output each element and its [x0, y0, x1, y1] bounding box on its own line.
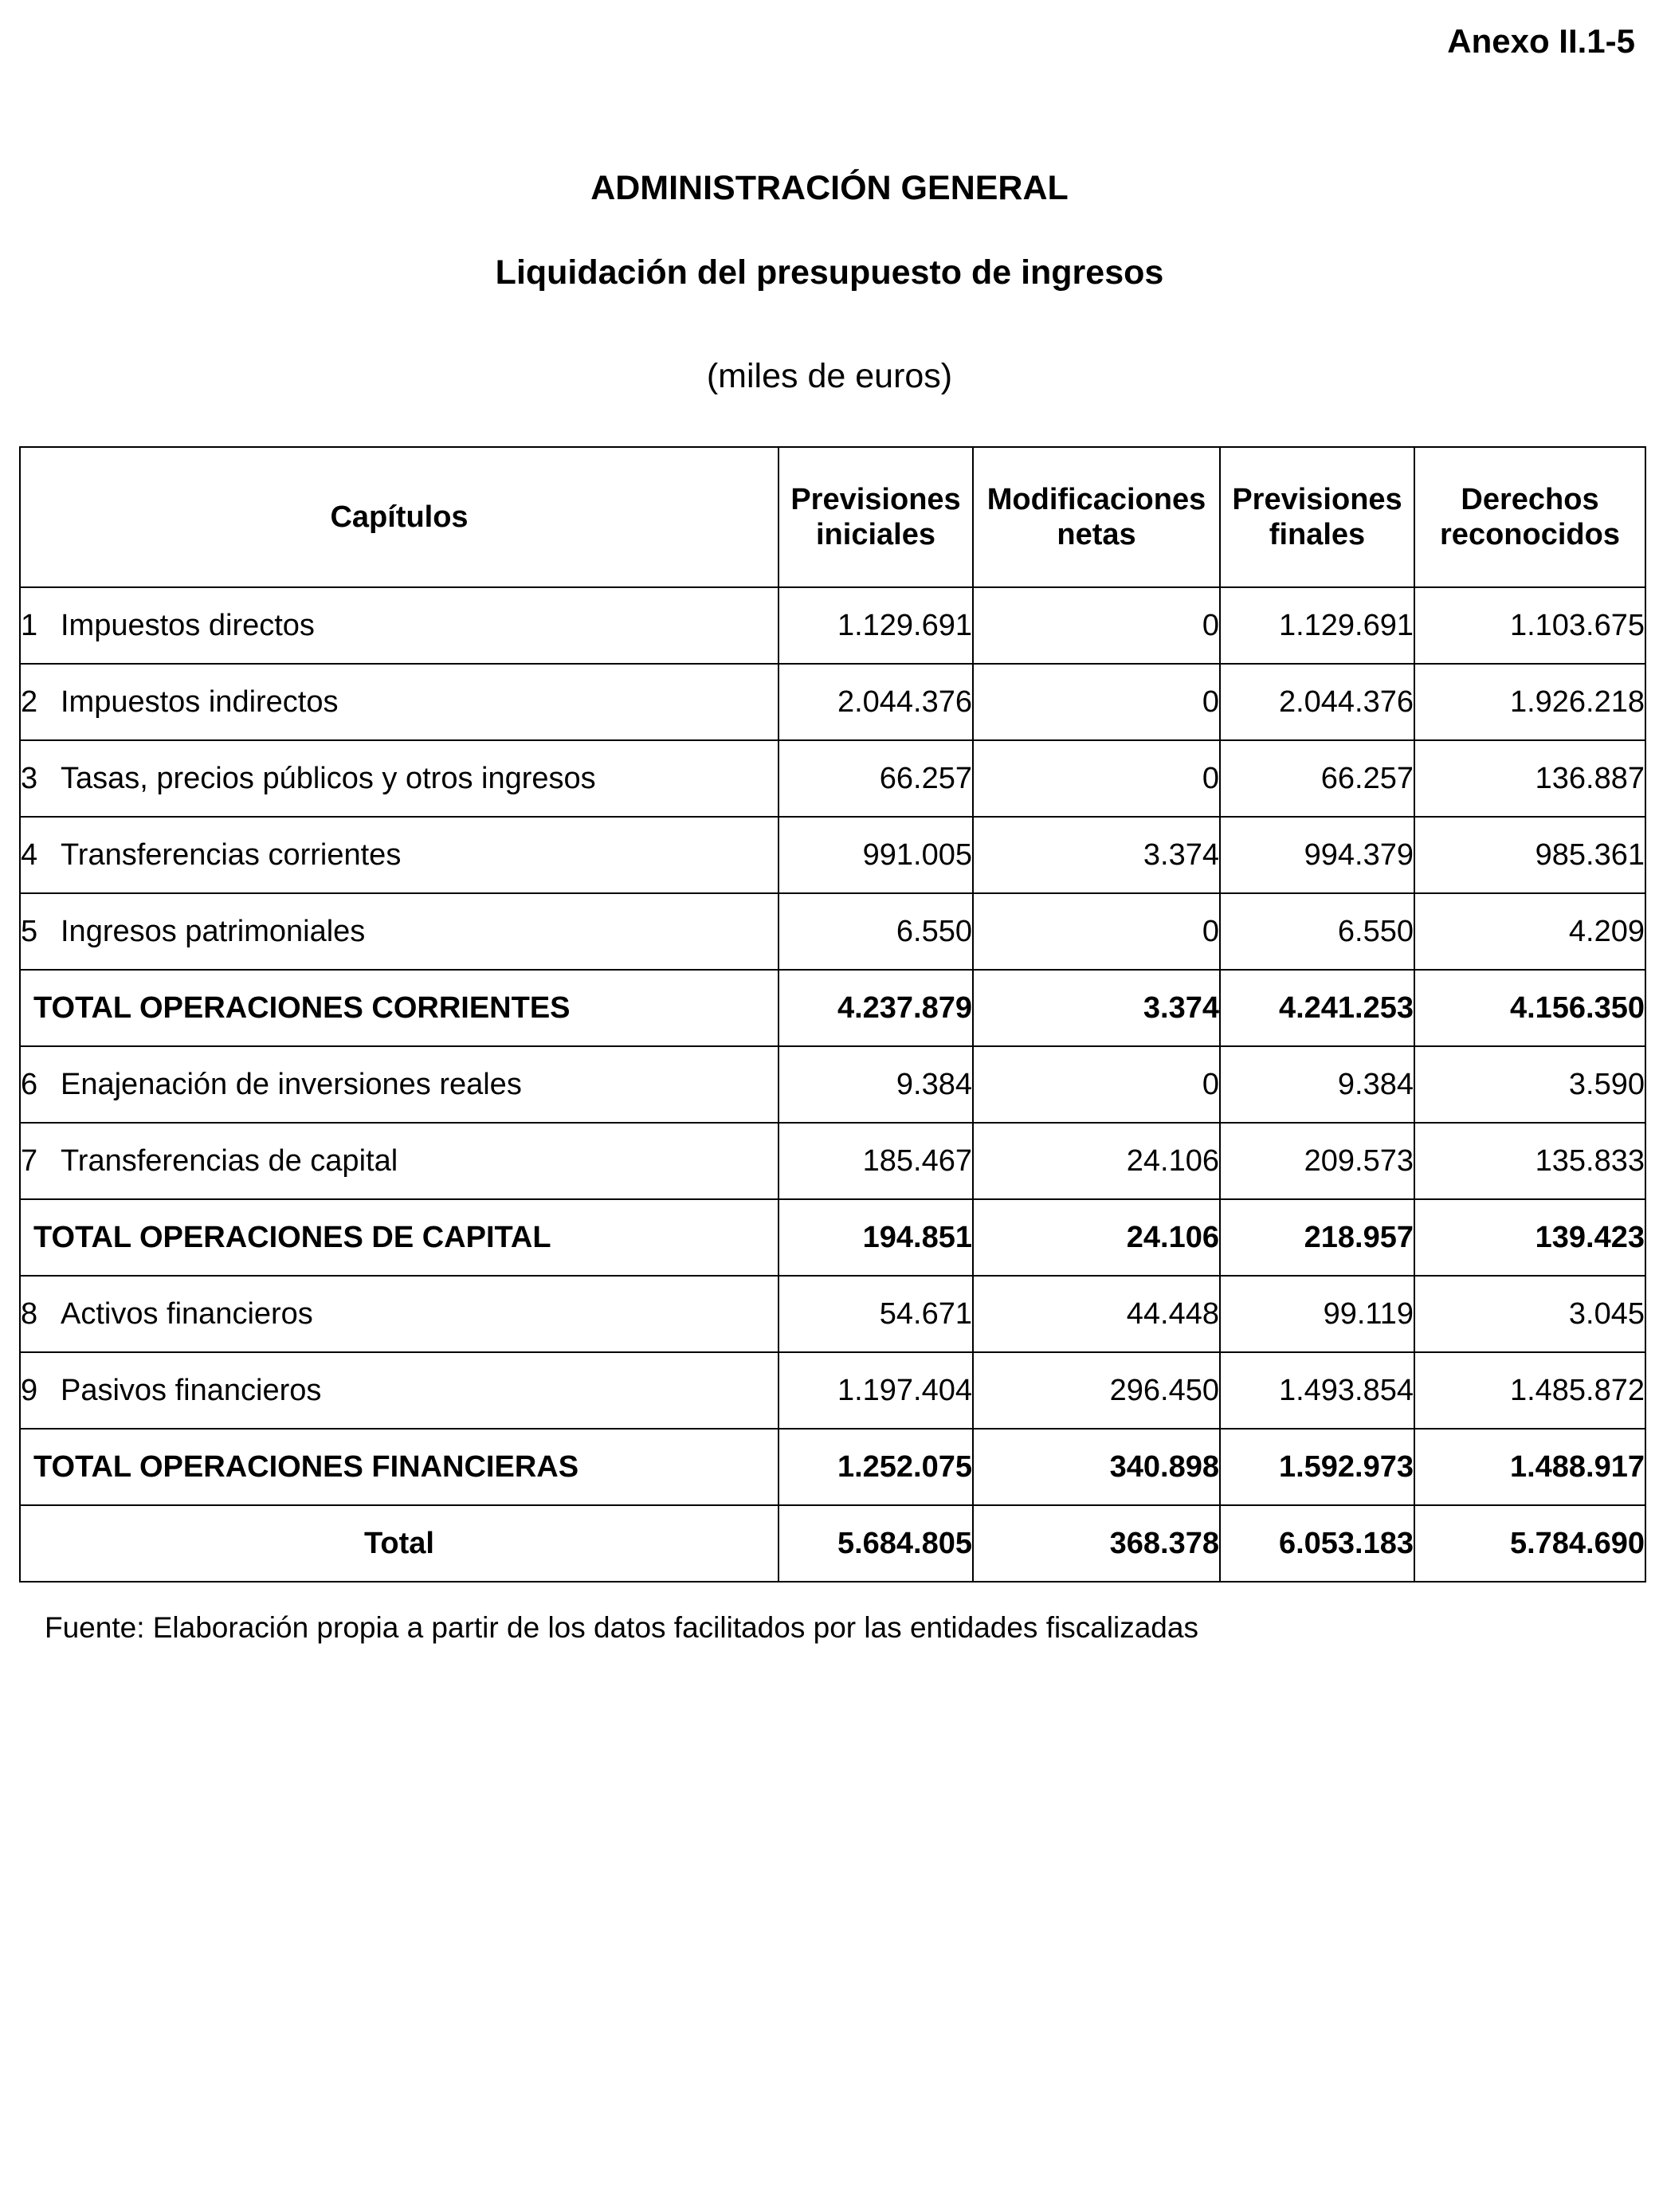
initial-forecast-value: 6.550	[779, 893, 973, 970]
final-forecast-value: 2.044.376	[1220, 664, 1414, 740]
subtotal-row-capital-operations	[20, 1199, 1645, 1276]
net-modifications-value: 0	[973, 1046, 1220, 1123]
chapter-label: Impuestos indirectos	[61, 684, 339, 719]
initial-forecast-value: 54.671	[779, 1276, 973, 1352]
final-forecast-value: 1.592.973	[1220, 1429, 1414, 1505]
chapter-cell	[20, 664, 779, 740]
table-row	[20, 893, 1645, 970]
final-forecast-value: 209.573	[1220, 1123, 1414, 1199]
chapter-cell	[20, 1352, 779, 1429]
chapter-number: 4	[21, 837, 38, 872]
chapter-number: 2	[21, 684, 38, 719]
table-row	[20, 1352, 1645, 1429]
units-note: (miles de euros)	[706, 357, 953, 395]
chapter-number: 7	[21, 1143, 38, 1178]
subtotal-row-current-operations	[20, 970, 1645, 1046]
chapter-number: 8	[21, 1296, 38, 1331]
chapter-cell	[20, 817, 779, 893]
net-modifications-value: 0	[973, 893, 1220, 970]
final-forecast-value: 6.053.183	[1220, 1505, 1414, 1582]
chapter-cell	[20, 1276, 779, 1352]
chapter-number: 9	[21, 1373, 38, 1407]
final-forecast-value: 6.550	[1220, 893, 1414, 970]
document-subtitle: Liquidación del presupuesto de ingresos	[495, 253, 1164, 292]
chapter-number: 6	[21, 1067, 38, 1101]
net-modifications-value: 3.374	[973, 817, 1220, 893]
net-modifications-value: 24.106	[973, 1199, 1220, 1276]
chapter-cell	[20, 893, 779, 970]
source-note: Fuente: Elaboración propia a partir de los datos facilitados por las entidades fiscalizadas	[45, 1611, 1198, 1644]
revenue-budget-table	[19, 446, 1646, 1583]
table-row	[20, 817, 1645, 893]
initial-forecast-value: 9.384	[779, 1046, 973, 1123]
table-row	[20, 587, 1645, 664]
chapter-number: 1	[21, 608, 38, 642]
recognized-rights-value: 4.209	[1414, 893, 1645, 970]
subtotal-label: TOTAL OPERACIONES DE CAPITAL	[20, 1199, 779, 1276]
initial-forecast-value: 5.684.805	[779, 1505, 973, 1582]
recognized-rights-value: 3.045	[1414, 1276, 1645, 1352]
final-forecast-value: 4.241.253	[1220, 970, 1414, 1046]
recognized-rights-value: 136.887	[1414, 740, 1645, 817]
recognized-rights-value: 1.103.675	[1414, 587, 1645, 664]
recognized-rights-value: 4.156.350	[1414, 970, 1645, 1046]
header-net-modifications: Modificaciones netas	[973, 447, 1220, 587]
final-forecast-value: 218.957	[1220, 1199, 1414, 1276]
initial-forecast-value: 991.005	[779, 817, 973, 893]
recognized-rights-value: 3.590	[1414, 1046, 1645, 1123]
recognized-rights-value: 985.361	[1414, 817, 1645, 893]
table-row	[20, 740, 1645, 817]
chapter-cell	[20, 1046, 779, 1123]
final-forecast-value: 9.384	[1220, 1046, 1414, 1123]
annex-label: Anexo II.1-5	[1447, 22, 1635, 60]
chapter-cell	[20, 740, 779, 817]
recognized-rights-value: 139.423	[1414, 1199, 1645, 1276]
table-row	[20, 1276, 1645, 1352]
recognized-rights-value: 1.926.218	[1414, 664, 1645, 740]
final-forecast-value: 1.129.691	[1220, 587, 1414, 664]
subtotal-row-financial-operations	[20, 1429, 1645, 1505]
initial-forecast-value: 66.257	[779, 740, 973, 817]
final-forecast-value: 66.257	[1220, 740, 1414, 817]
chapter-label: Impuestos directos	[61, 608, 315, 642]
subtotal-label: TOTAL OPERACIONES CORRIENTES	[20, 970, 779, 1046]
table-header-row	[20, 447, 1645, 587]
chapter-label: Transferencias corrientes	[61, 837, 402, 872]
net-modifications-value: 368.378	[973, 1505, 1220, 1582]
initial-forecast-value: 1.252.075	[779, 1429, 973, 1505]
initial-forecast-value: 194.851	[779, 1199, 973, 1276]
final-forecast-value: 99.119	[1220, 1276, 1414, 1352]
net-modifications-value: 296.450	[973, 1352, 1220, 1429]
table-row	[20, 1123, 1645, 1199]
net-modifications-value: 44.448	[973, 1276, 1220, 1352]
net-modifications-value: 340.898	[973, 1429, 1220, 1505]
chapter-label: Activos financieros	[61, 1296, 313, 1331]
chapter-number: 3	[21, 761, 38, 795]
table-row	[20, 664, 1645, 740]
initial-forecast-value: 1.129.691	[779, 587, 973, 664]
net-modifications-value: 3.374	[973, 970, 1220, 1046]
final-forecast-value: 994.379	[1220, 817, 1414, 893]
header-initial-forecast: Previsiones iniciales	[779, 447, 973, 587]
final-forecast-value: 1.493.854	[1220, 1352, 1414, 1429]
header-chapters: Capítulos	[20, 447, 779, 587]
initial-forecast-value: 1.197.404	[779, 1352, 973, 1429]
recognized-rights-value: 5.784.690	[1414, 1505, 1645, 1582]
initial-forecast-value: 185.467	[779, 1123, 973, 1199]
net-modifications-value: 0	[973, 664, 1220, 740]
recognized-rights-value: 1.485.872	[1414, 1352, 1645, 1429]
initial-forecast-value: 4.237.879	[779, 970, 973, 1046]
chapter-label: Ingresos patrimoniales	[61, 914, 366, 948]
chapter-label: Tasas, precios públicos y otros ingresos	[61, 761, 596, 795]
table-row	[20, 1046, 1645, 1123]
net-modifications-value: 0	[973, 587, 1220, 664]
document-title: ADMINISTRACIÓN GENERAL	[590, 169, 1069, 207]
initial-forecast-value: 2.044.376	[779, 664, 973, 740]
chapter-cell	[20, 1123, 779, 1199]
recognized-rights-value: 135.833	[1414, 1123, 1645, 1199]
grand-total-row	[20, 1505, 1645, 1582]
grand-total-label: Total	[20, 1505, 779, 1582]
chapter-label: Transferencias de capital	[61, 1143, 398, 1178]
chapter-cell	[20, 587, 779, 664]
recognized-rights-value: 1.488.917	[1414, 1429, 1645, 1505]
header-recognized-rights: Derechos reconocidos	[1414, 447, 1645, 587]
header-final-forecast: Previsiones finales	[1220, 447, 1414, 587]
net-modifications-value: 24.106	[973, 1123, 1220, 1199]
chapter-number: 5	[21, 914, 38, 948]
subtotal-label: TOTAL OPERACIONES FINANCIERAS	[20, 1429, 779, 1505]
chapter-label: Enajenación de inversiones reales	[61, 1067, 522, 1101]
chapter-label: Pasivos financieros	[61, 1373, 322, 1407]
net-modifications-value: 0	[973, 740, 1220, 817]
